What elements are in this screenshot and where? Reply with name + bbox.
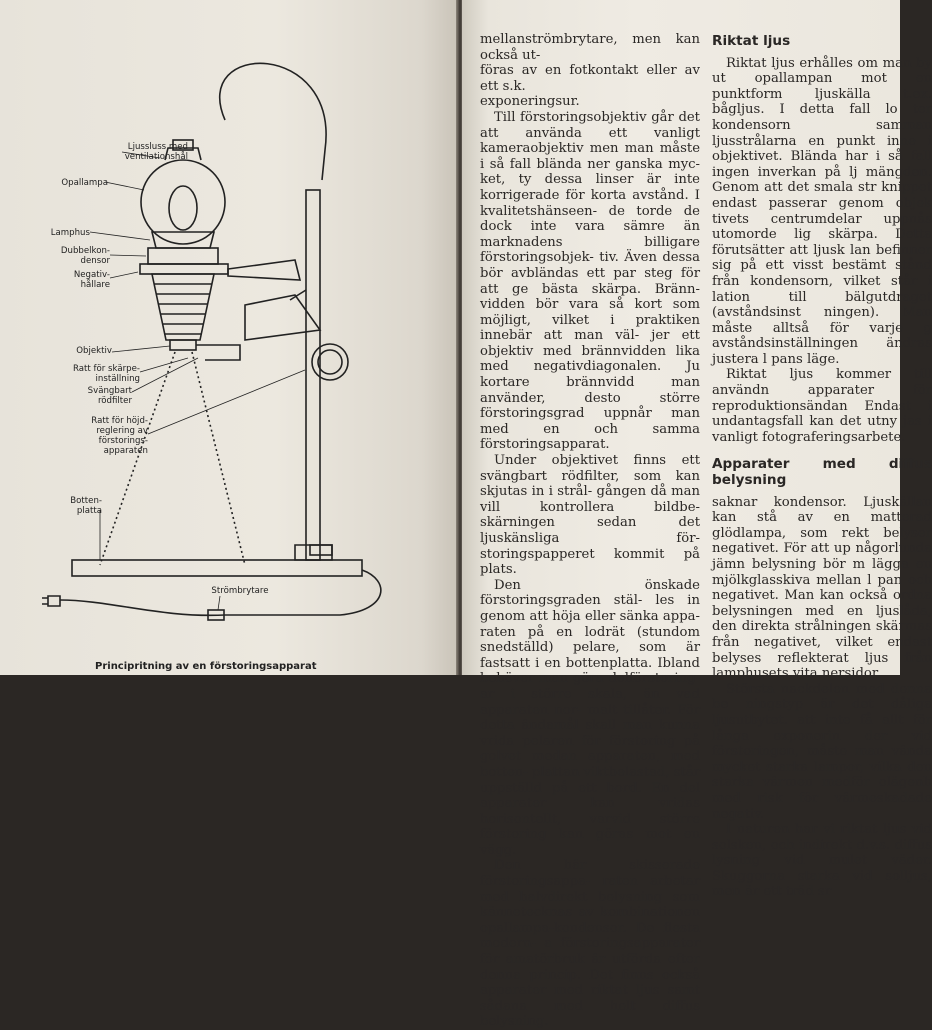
plug <box>42 596 60 606</box>
red-filter <box>196 345 240 360</box>
diagram-caption: Principritning av en förstoringsapparat <box>95 661 317 672</box>
label-focus-knob: Ratt för skärpe- inställning <box>72 364 140 384</box>
lamp-house <box>152 232 214 248</box>
arm <box>228 260 300 280</box>
label-baseboard: Botten- platta <box>70 496 102 516</box>
text-column-left <box>480 32 700 1030</box>
text-column-right <box>712 32 932 900</box>
paragraph: Största nackdelen med denna be ningstyp är det dåliga ljusutbytet. att inte få allt för långa exponerin der vid förstoringen, måste man vända mycket starka lampor, vilka den starka värmen medför olägenh med risk för värmeskadade negativ. <box>712 681 932 822</box>
section-heading: Apparater med diffus belysning <box>712 456 932 489</box>
lamp-bulb <box>169 186 197 230</box>
label-switch: Strömbrytare <box>211 586 269 596</box>
paragraph: saknar kondensor. Ljuskällan kan stå av en matterad glödlampa, som rekt belyser negativet. För att up någorlunda jämn belysning bör m lägga en mjölkglasskiva mellan l pan och negativet. Man kan också ordna belysningen med en ljuslåda, den direkta strålningen skärmas från negativet, vilket endast belyses reflekterat ljus från lamphusets vita nersidor. <box>712 494 932 682</box>
label-double-condensor: Dubbelkon- densor <box>60 246 110 266</box>
paragraph: Riktat ljus kommer till användn apparater för reproduktionsändan Endast i undantagsfall kan det utny jas i vanligt fotograferingsarbete. <box>712 367 932 445</box>
label-negative-holder: Negativ- hållare <box>73 270 110 290</box>
baseboard <box>72 560 362 576</box>
carriage <box>245 295 320 340</box>
lens <box>170 340 196 350</box>
section-heading: Riktat ljus <box>712 33 791 49</box>
column-foot <box>295 545 332 560</box>
enlarger-drawing <box>40 40 410 680</box>
label-red-filter: Svängbart rödfilter <box>87 386 132 406</box>
paragraph: Riktat ljus erhålles om man by ut opallampan mot en punktform ljuskälla t.ex. båglјus. I detta fall lо ter kondensorn samman ljusstrålarna en punkt inne i objektivet. Bländа har i så fall ingen inverkan på lј mängden. Genom att det smala str knippet endast passerar genom objek tivets centrumdelar uppnås utomorde lig skärpa. Detta förutsätter att ljusk lan befinner sig på ett visst bestämt stånd från kondensorn, vilket står i lation till bälgutdraget (avståndsinst ningen). Man måste alltså för varje g avståndsinställningen ändras justera l pans läge. <box>712 55 932 367</box>
paragraph: mellanströmbrytare, men kan också ut- föras av en fotkontakt eller av ett s.k. exponeringsur. <box>480 32 700 110</box>
left-page <box>0 0 458 675</box>
paragraph: Under objektivet finns ett svängbart rödfilter, som kan skjutas in i strål- gången då man vill kontrollera bildbe- skärningen sedan det ljuskänsliga för- storingspapperet kommit på plats. <box>480 453 700 578</box>
label-lamp-house: Lamphus <box>50 228 90 238</box>
label-lens: Objektiv <box>76 346 112 356</box>
negative-holder <box>140 264 228 274</box>
rotation-lock <box>310 545 332 555</box>
label-light-trap: Ljussluss med ventilationshål <box>124 142 188 162</box>
double-condensor <box>148 248 218 264</box>
paragraph: I naturen har vi riktat ljus vid solsken, och indirekt d.v.s. diffus lysning vid mulet väder. Skuggorna starka vid solljus, men är ett träd sr <box>712 822 932 900</box>
paragraph: Den här skisserade förstoringsappa- raten arbetar med halvdirekt belysning som kännetecknas av kombinationen opallampa-kondensor. De flesta modern- a förstoringsapparater för amatörbruk är utförda efter denna princip. Det finns också apparater med riktat ljus samt sådana med helt diffus belysning. <box>480 858 700 1030</box>
label-height-knob: Ratt för höjd- reglering av förstorings- apparaten <box>91 416 148 456</box>
label-opal-lamp: Opallampa <box>61 178 108 188</box>
enlarger-diagram <box>40 40 410 680</box>
light-cone-right <box>192 352 245 565</box>
paragraph: Till förstoringsobjektiv går det att använda ett vanligt kameraobjektiv men man måste i så fall bländа ner ganska myc- ket, ty dessa linser är inte korrigerade för korta avstånd. I kvalitetshänseen- de torde de dock inte vara sämre än marknadens billigare förstoringsobjek- tiv. Även dessa bör avbländas ett par steg för att ge bästa skärpa. Bränn- vidden bör vara så kort som möjligt, vilket i praktiken innebär att man väl- jer ett objektiv med brännvidden lika med negativdiagonalen. Ju kortare brännvidd man använder, desto större förstoringsgrad uppnår man med en och samma förstoringsapparat. <box>480 109 700 453</box>
paragraph: Den önskade förstoringsgraden stäl- les in genom att höja eller sänka appa- raten på en lodrät (stundom snedställd) pelare, som är fastsatt i en bottenplatta. Ibland behöver man göra delförstoring- ar i större skala, än vad apparaten nor- malt tillåter. För detta ändamål skall man kunna vrida pelaren för förstoring på golvet medan apparaten, med botten- plattan viktbelastad, står uppställd på ett bord. En del apparater kan vridas horisontellt, varvid större förstoring kan göras mot en vägg. <box>480 577 700 858</box>
cable-arc <box>220 63 326 180</box>
